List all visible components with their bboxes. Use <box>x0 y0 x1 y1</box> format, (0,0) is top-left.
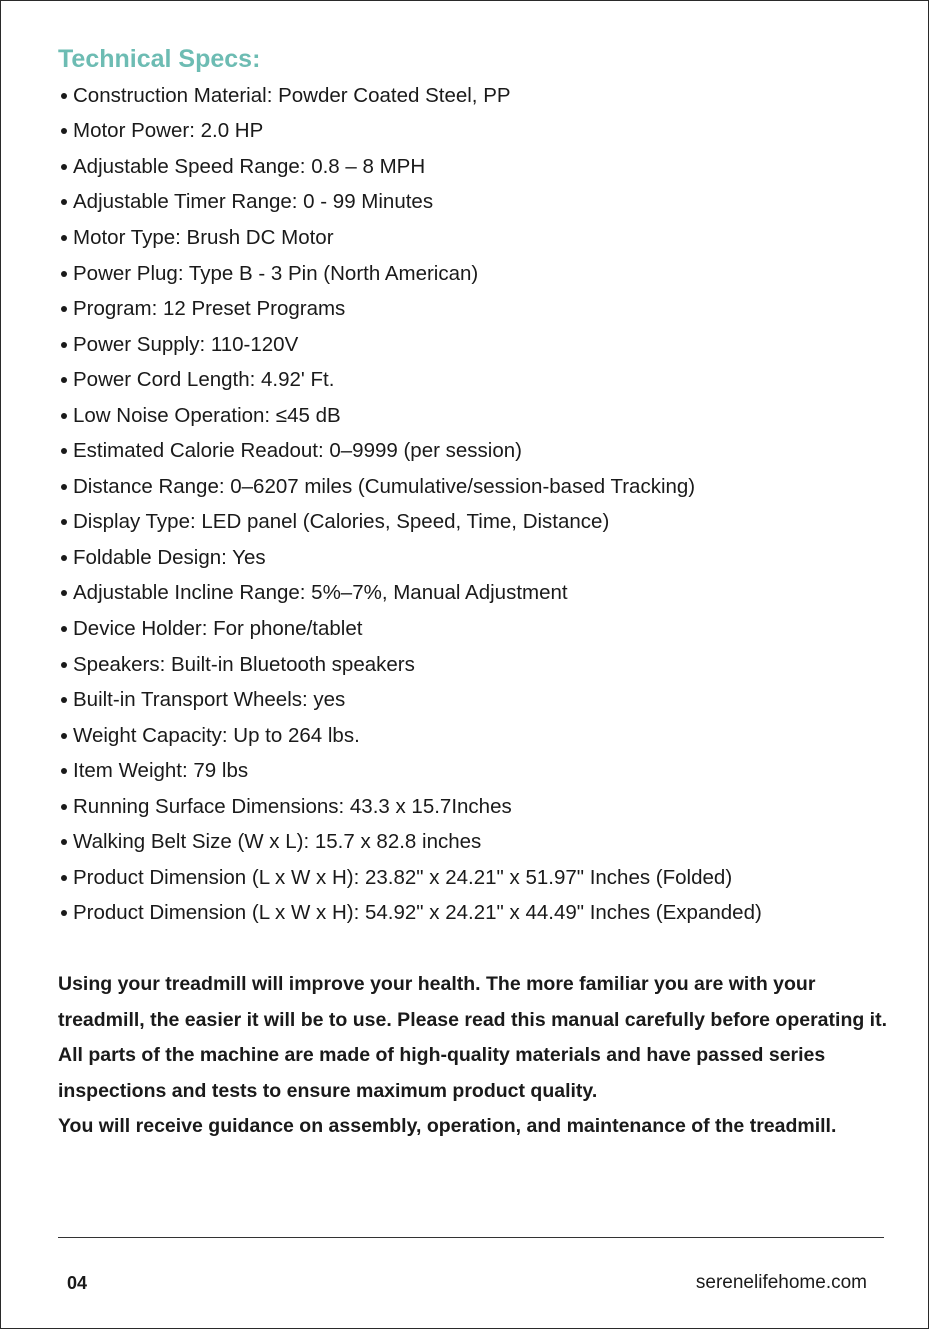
spec-text: Construction Material: Powder Coated Steel, PP <box>73 83 511 107</box>
spec-item <box>58 362 762 398</box>
spec-text: Adjustable Speed Range: 0.8 – 8 MPH <box>73 154 426 178</box>
spec-text: Weight Capacity: Up to 264 lbs. <box>73 723 360 747</box>
bullet-icon <box>61 626 67 632</box>
bullet-icon <box>61 342 67 348</box>
spec-item <box>58 398 762 434</box>
spec-item <box>58 327 762 363</box>
spec-item <box>58 753 762 789</box>
spec-text: Power Plug: Type B - 3 Pin (North American) <box>73 261 479 285</box>
spec-text: Motor Power: 2.0 HP <box>73 119 264 143</box>
spec-text: Running Surface Dimensions: 43.3 x 15.7Inches <box>73 794 512 818</box>
spec-item <box>58 433 762 469</box>
spec-item <box>58 718 762 754</box>
spec-item <box>58 469 762 505</box>
spec-item <box>58 682 762 718</box>
spec-text: Power Supply: 110-120V <box>73 332 299 356</box>
bullet-icon <box>61 733 67 739</box>
intro-paragraph: Using your treadmill will improve your health. The more familiar you are with your treadmill, the easier it will be to use. Please read this manual carefully before operating it. All parts of the machine are made of high-quality materials and have passed series inspections and tests to ensure maximum product quality. <box>58 973 888 1102</box>
section-title: Technical Specs: <box>58 45 261 73</box>
spec-item <box>58 256 762 292</box>
spec-item <box>58 78 762 114</box>
spec-text: Motor Type: Brush DC Motor <box>73 225 334 249</box>
bullet-icon <box>61 697 67 703</box>
footer-divider <box>58 1237 884 1238</box>
spec-item <box>58 505 762 541</box>
bullet-icon <box>61 271 67 277</box>
technical-specs-list <box>58 78 762 931</box>
intro-guidance: You will receive guidance on assembly, operation, and maintenance of the treadmill. <box>58 1115 837 1138</box>
website-url: serenelifehome.com <box>695 1272 867 1293</box>
bullet-icon <box>61 199 67 205</box>
spec-text: Device Holder: For phone/tablet <box>73 616 363 640</box>
bullet-icon <box>61 484 67 490</box>
bullet-icon <box>61 128 67 134</box>
spec-text: Product Dimension (L x W x H): 23.82" x 24.21" x 51.97" Inches (Folded) <box>73 865 733 889</box>
bullet-icon <box>61 235 67 241</box>
bullet-icon <box>61 164 67 170</box>
bullet-icon <box>61 519 67 525</box>
spec-text: Walking Belt Size (W x L): 15.7 x 82.8 inches <box>73 830 482 854</box>
spec-item <box>58 611 762 647</box>
spec-text: Power Cord Length: 4.92' Ft. <box>73 368 335 392</box>
bullet-icon <box>61 839 67 845</box>
bullet-icon <box>61 306 67 312</box>
spec-item <box>58 896 762 932</box>
spec-item <box>58 291 762 327</box>
spec-item <box>58 576 762 612</box>
spec-text: Product Dimension (L x W x H): 54.92" x 24.21" x 44.49" Inches (Expanded) <box>73 901 762 925</box>
intro-text <box>58 967 888 1145</box>
spec-item <box>58 860 762 896</box>
spec-item <box>58 540 762 576</box>
spec-item <box>58 149 762 185</box>
spec-text: Display Type: LED panel (Calories, Speed, Time, Distance) <box>73 510 610 534</box>
spec-text: Estimated Calorie Readout: 0–9999 (per session) <box>73 439 522 463</box>
page-number: 04 <box>67 1273 88 1293</box>
bullet-icon <box>61 377 67 383</box>
spec-text: Foldable Design: Yes <box>73 545 266 569</box>
bullet-icon <box>61 662 67 668</box>
spec-item <box>58 789 762 825</box>
spec-text: Built-in Transport Wheels: yes <box>73 688 346 712</box>
spec-item <box>58 647 762 683</box>
spec-text: Adjustable Incline Range: 5%–7%, Manual Adjustment <box>73 581 568 605</box>
spec-text: Distance Range: 0–6207 miles (Cumulative/session-based Tracking) <box>73 474 696 498</box>
spec-item <box>58 185 762 221</box>
spec-item <box>58 114 762 150</box>
bullet-icon <box>61 768 67 774</box>
spec-text: Item Weight: 79 lbs <box>73 759 249 783</box>
spec-item <box>58 220 762 256</box>
bullet-icon <box>61 448 67 454</box>
spec-text: Low Noise Operation: ≤45 dB <box>73 403 341 427</box>
bullet-icon <box>61 590 67 596</box>
spec-text: Adjustable Timer Range: 0 - 99 Minutes <box>73 190 434 214</box>
spec-text: Speakers: Built-in Bluetooth speakers <box>73 652 415 676</box>
bullet-icon <box>61 804 67 810</box>
bullet-icon <box>61 93 67 99</box>
bullet-icon <box>61 555 67 561</box>
bullet-icon <box>61 413 67 419</box>
spec-item <box>58 824 762 860</box>
spec-text: Program: 12 Preset Programs <box>73 297 346 321</box>
bullet-icon <box>61 875 67 881</box>
bullet-icon <box>61 910 67 916</box>
